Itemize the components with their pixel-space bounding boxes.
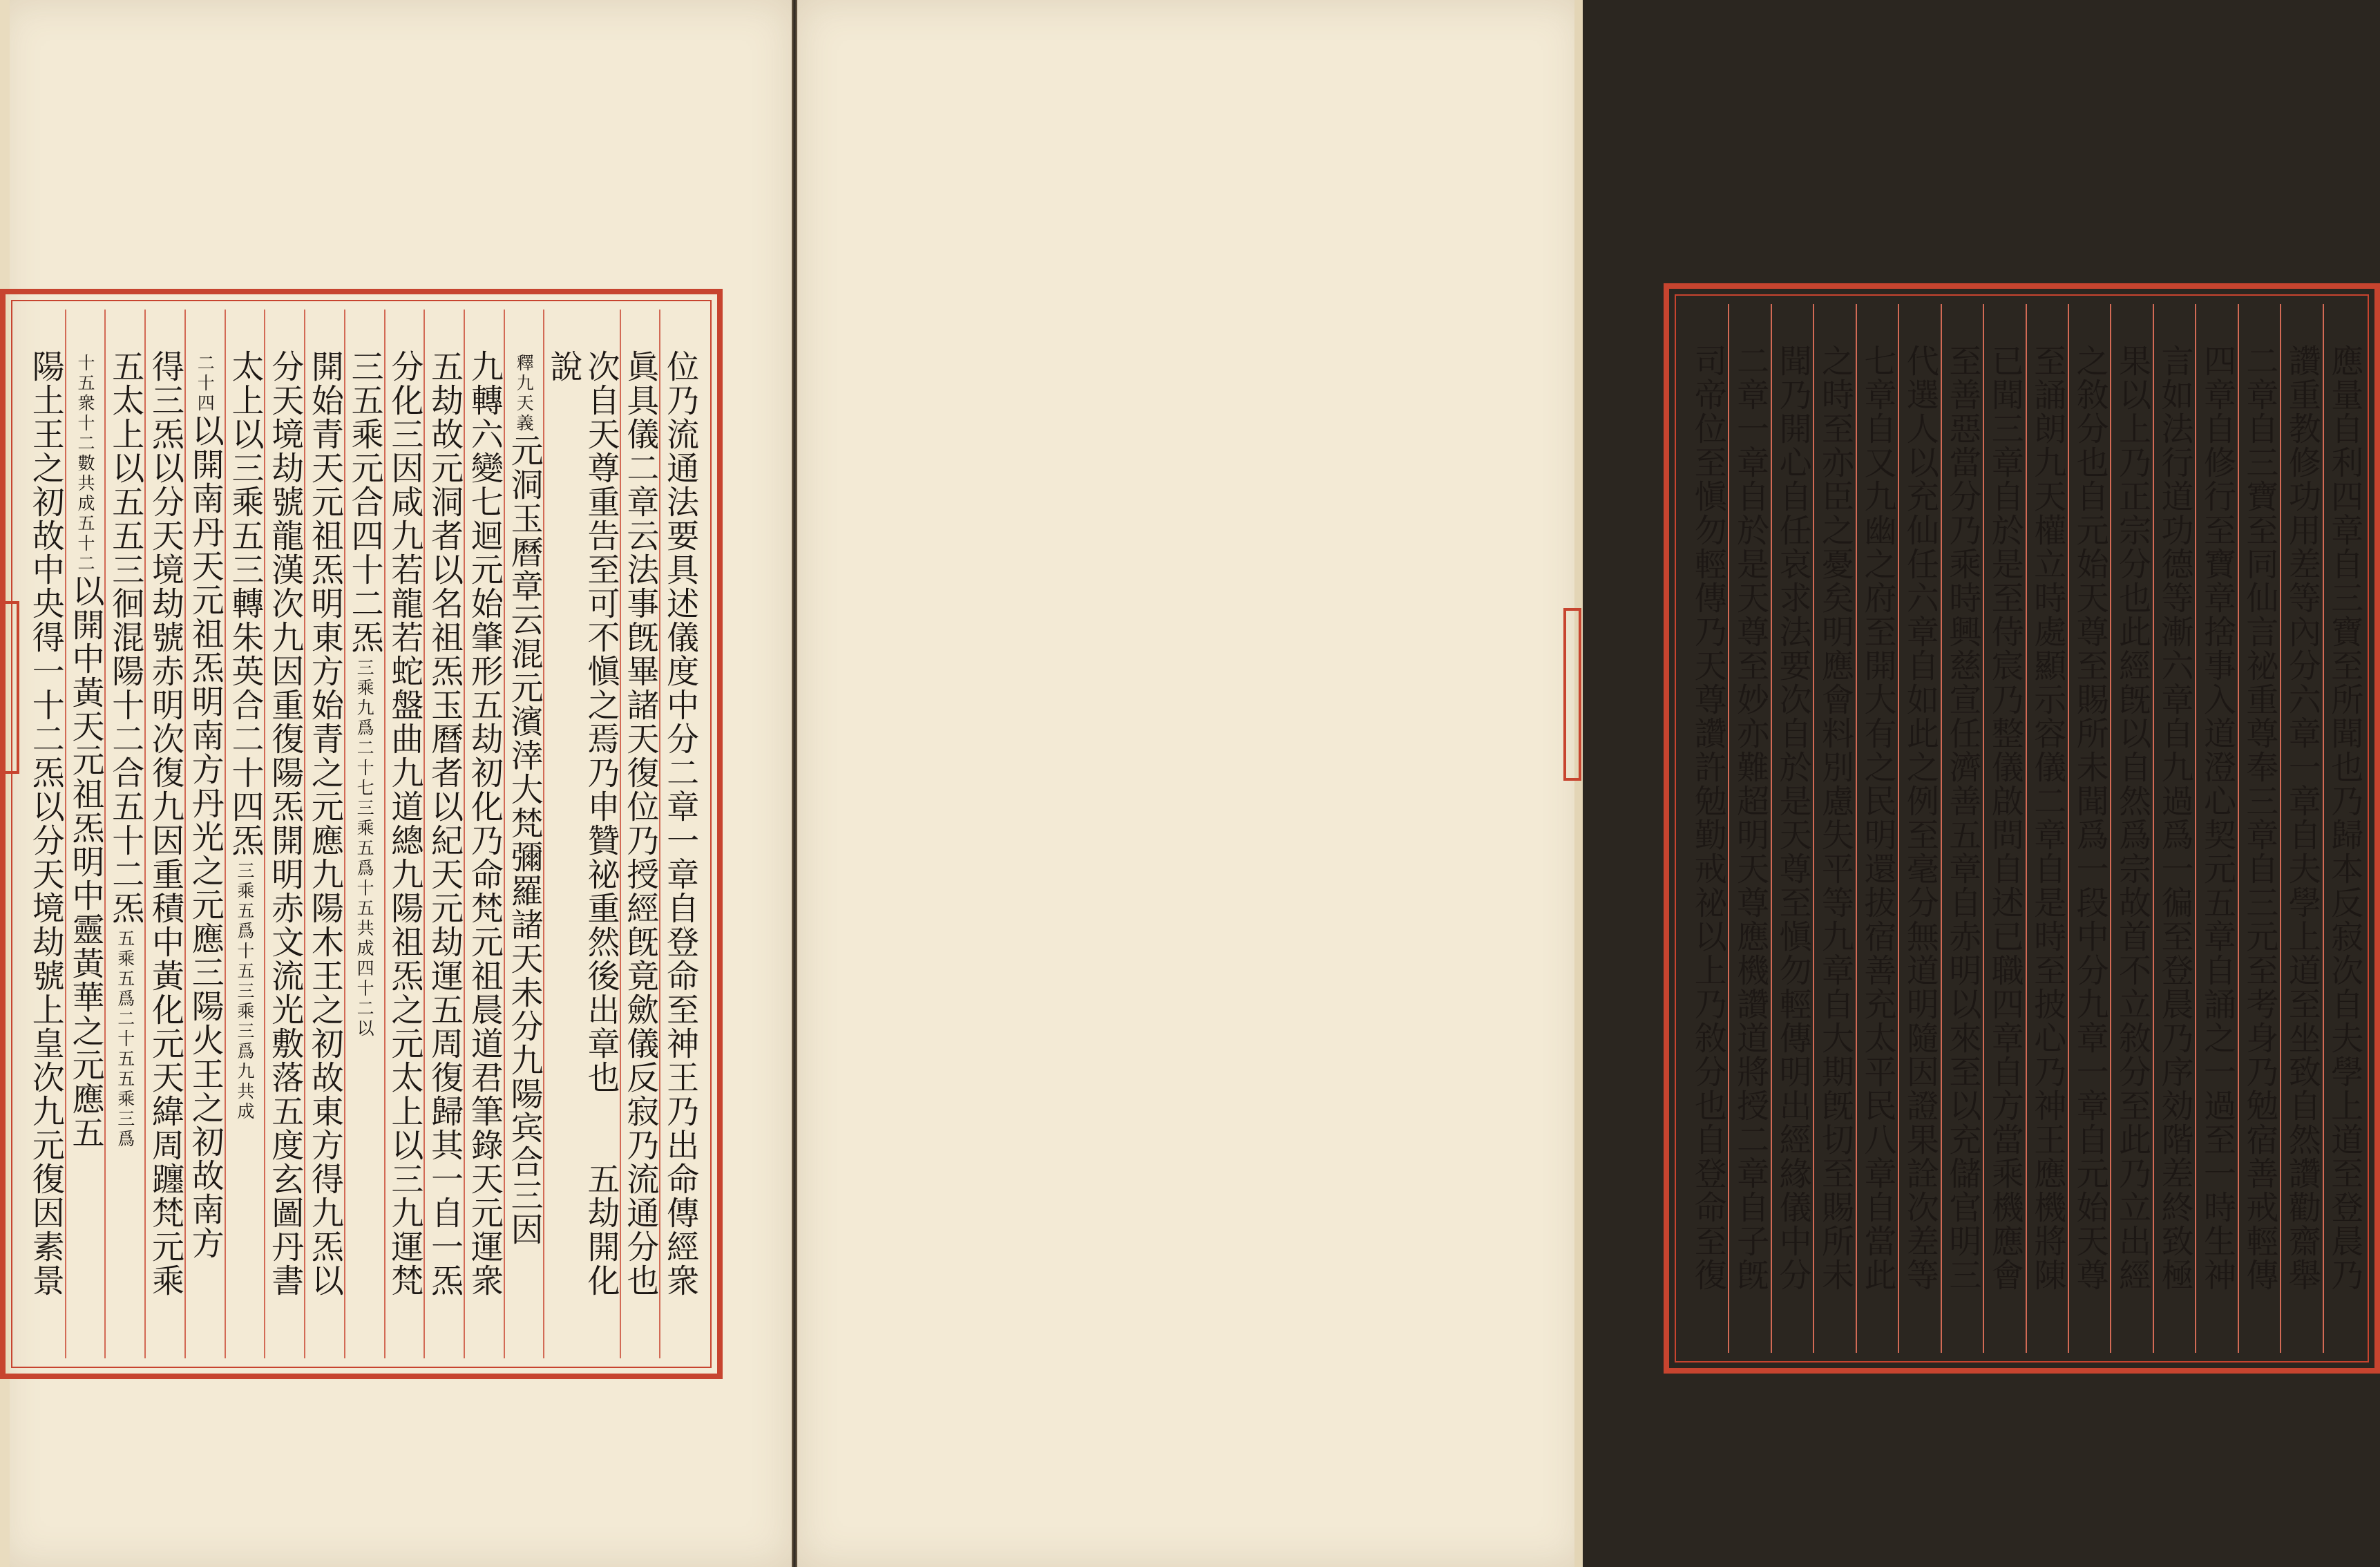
right-page <box>797 0 2364 1567</box>
text-column <box>264 310 304 1358</box>
text-column <box>26 310 65 1358</box>
column-annotation: 三乘九爲二十七三乘五爲十五共成四十二以 <box>354 658 375 1039</box>
text-column <box>225 310 265 1358</box>
column-text: 以開中黃天元祖炁明中靈黃華之元應五 <box>66 574 105 1150</box>
column-text: 代選人以充仙任六章自如此之例至毫分無道明隨因證果詮次差等 <box>1901 344 1939 1292</box>
column-text: 之時至亦臣之憂矣明應會料別慮失平等九章自大期旣切至賜所未 <box>1816 344 1855 1292</box>
column-text: 應量自利四章自三寶至所聞也乃歸本反寂次自夫學上道至登晨乃 <box>2325 344 2364 1292</box>
text-column <box>1856 304 1898 1353</box>
text-column <box>2195 304 2237 1353</box>
text-column <box>2110 304 2152 1353</box>
text-column <box>423 310 464 1358</box>
text-column <box>504 310 544 1358</box>
column-text: 至誦朗九天權立時處顯示容儀二章自是時至披心乃神王應機將陳 <box>2028 344 2067 1292</box>
column-text: 位乃流通法要具述儀度中分二章一章自登命至神王乃出命傳經衆 <box>661 350 700 1298</box>
text-column <box>659 310 699 1358</box>
column-text: 司帝位至愼勿輕傳乃天尊讚許勉勤戒祕以上乃敘分也自登命至復 <box>1688 344 1727 1292</box>
text-column <box>384 310 424 1358</box>
column-text: 得三炁以分天境劫號赤明次復九因重積中黃化元天緯周躔梵元乘 <box>146 350 184 1298</box>
column-annotation: 五乘五爲二十五五乘三爲 <box>115 929 135 1150</box>
column-text: 言如法行道功德等漸六章自九過爲一徧至登晨乃序効階差終致極 <box>2155 344 2194 1292</box>
column-text: 眞具儀二章云法事旣畢諸天復位乃授經旣竟歛儀反寂乃流通分也 <box>621 350 660 1298</box>
column-text: 以開南丹天元祖炁明南方丹光之元應三陽火王之初故南方 <box>186 414 225 1260</box>
right-margin-tab <box>1563 608 1581 781</box>
column-annotation: 二十四 <box>195 354 216 414</box>
text-column <box>620 310 660 1358</box>
column-text: 九轉六變七迴元始肇形五劫初化乃命梵元祖晨道君筆錄天元運衆 <box>465 350 504 1298</box>
text-column <box>1687 304 1728 1353</box>
column-text: 五太上以五五三徊混陽十二合五十二炁 <box>106 350 145 925</box>
column-text: 果以上乃正宗分也此經旣以自然爲宗故首不立敘分至此乃立出經 <box>2113 344 2152 1292</box>
text-column <box>2026 304 2068 1353</box>
column-text: 分化三因咸九若龍若蛇盤曲九道總九陽祖炁之元太上以三九運梵 <box>385 350 424 1298</box>
column-annotation: 三乘五爲十五三乘三爲九共成 <box>234 862 255 1122</box>
text-column <box>543 310 619 1358</box>
column-text: 太上以三乘五三轉朱英合二十四炁 <box>226 350 265 857</box>
text-column <box>1941 304 1983 1353</box>
text-column <box>1813 304 1855 1353</box>
right-columns <box>1687 304 2365 1353</box>
left-page <box>0 0 792 1567</box>
text-column <box>144 310 184 1358</box>
text-column <box>1771 304 1813 1353</box>
column-text: 七章自又九幽之府至開大有之民明還拔宿善充太平民八章自當此 <box>1858 344 1897 1292</box>
right-fore-edge <box>1574 0 1583 1567</box>
column-text: 至善惡當分乃乘時興慈宣任濟善五章自赤明以來至以充儲官明三 <box>1943 344 1982 1292</box>
column-text: 二章一章自於是天尊至妙亦難超明天尊應機讚道將授二章自子旣 <box>1731 344 1770 1292</box>
left-text-frame <box>0 289 723 1379</box>
text-column <box>344 310 384 1358</box>
text-column <box>464 310 504 1358</box>
column-text: 五劫故元洞者以名祖炁玉曆者以紀天元劫運五周復歸其一自一炁 <box>426 350 464 1298</box>
text-column <box>1898 304 1940 1353</box>
column-text: 陽土王之初故中央得一十二炁以分天境劫號上皇次九元復因素景 <box>26 350 65 1298</box>
text-column <box>104 310 144 1358</box>
column-text: 聞乃開心自任哀求法要次自於是天尊至愼勿輕傳明出經緣儀中分 <box>1773 344 1812 1292</box>
column-text: 四章自修行至寶章捨事入道澄心契元五章自誦之一過至一時生神 <box>2198 344 2236 1292</box>
column-text: 開始青天元祖炁明東方始青之元應九陽木王之初故東方得九炁以 <box>305 350 344 1298</box>
column-text: 三五乘元合四十二炁 <box>345 350 384 654</box>
text-column <box>304 310 344 1358</box>
right-text-frame <box>1664 283 2380 1374</box>
column-text: 已聞三章自於是至侍宸乃整儀啟問自述已職四章自方當乘機應會 <box>1986 344 2024 1292</box>
text-column <box>2153 304 2195 1353</box>
column-text: 分天境劫號龍漢次九因重復陽炁開明赤文流光敷落五度玄圖丹書 <box>266 350 305 1298</box>
text-column <box>1983 304 2025 1353</box>
book-gutter <box>792 0 797 1567</box>
column-annotation: 釋九天義 <box>514 354 535 434</box>
text-column <box>2323 304 2365 1353</box>
text-column <box>2280 304 2322 1353</box>
text-column <box>2068 304 2110 1353</box>
column-text: 次自天尊重告至可不愼之焉乃申贊祕重然後出章也 五劫開化說 <box>544 350 620 1298</box>
column-text: 元洞玉曆章云混元濱涬大梵彌羅諸天未分九陽宾合三因 <box>505 434 544 1246</box>
left-columns <box>26 310 699 1358</box>
column-text: 之敘分也自元始天尊至賜所未聞爲一段中分九章一章自元始天尊 <box>2070 344 2109 1292</box>
text-column <box>184 310 225 1358</box>
column-annotation: 十五衆十二數共成五十二 <box>75 354 95 574</box>
column-text: 讚重教修功用差等內分六章一章自夫學上道至坐致自然讚勸齋舉 <box>2283 344 2321 1292</box>
column-text: 二章自三寶至同仙言祕重尊奉三章自三元至考身乃勉宿善戒輕傳 <box>2240 344 2279 1292</box>
text-column <box>2238 304 2280 1353</box>
text-column <box>1728 304 1770 1353</box>
text-column <box>65 310 105 1358</box>
